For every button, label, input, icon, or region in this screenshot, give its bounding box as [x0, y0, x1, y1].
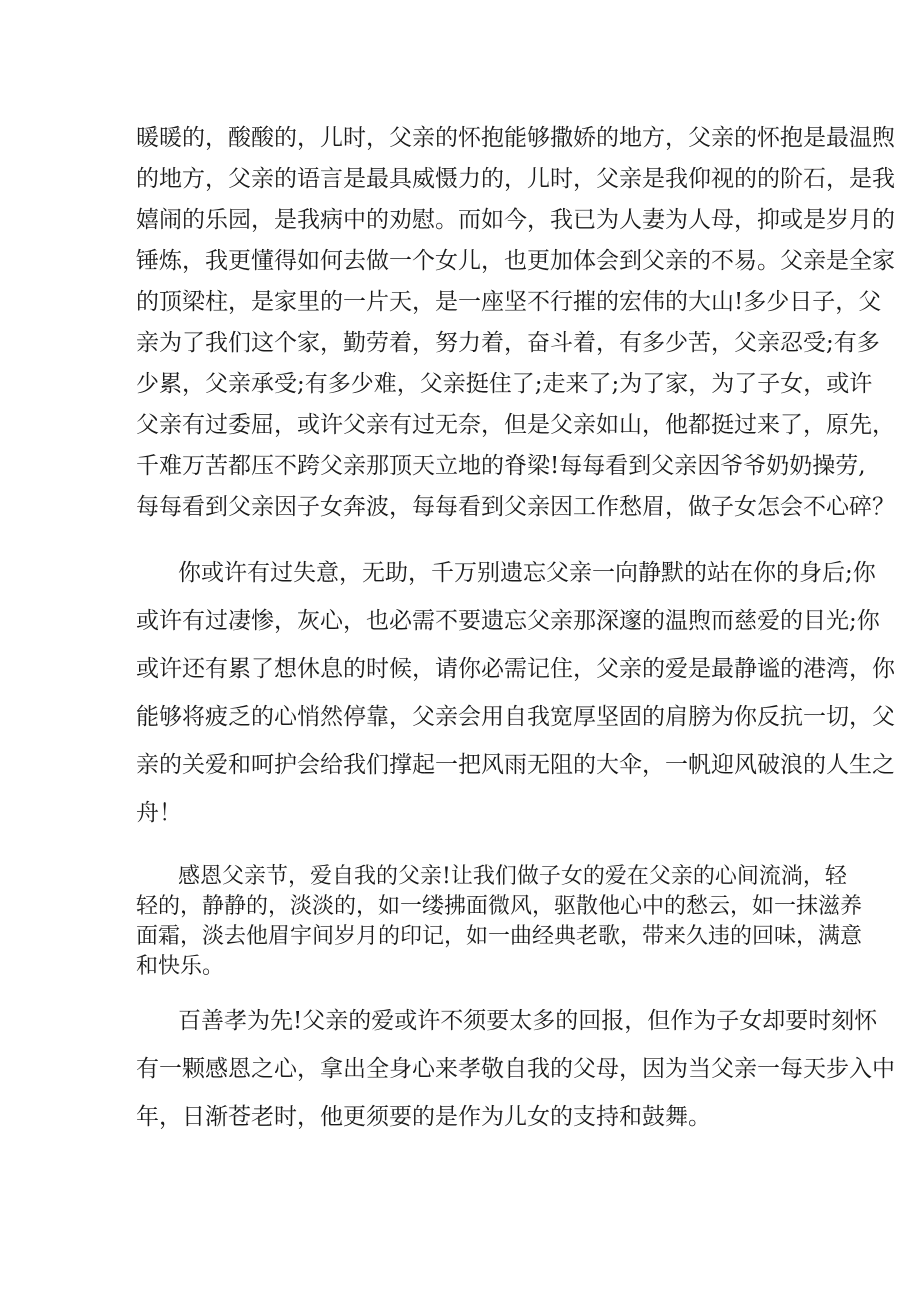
text-line: 的顶梁柱，是家里的一片天，是一座坚不行摧的宏伟的大山!多少日子，父 — [136, 289, 882, 315]
text-line: 舟！ — [136, 800, 182, 826]
text-line: 轻的，静静的，淡淡的，如一缕拂面微风，驱散他心中的愁云，如一抹滋养 — [136, 894, 863, 919]
text-line: 亲为了我们这个家，勤劳着，努力着，奋斗着，有多少苦，父亲忍受;有多 — [136, 330, 880, 356]
text-line: 每每看到父亲因子女奔波，每每看到父亲因工作愁眉，做子女怎会不心碎？ — [136, 494, 895, 520]
text-line: 能够将疲乏的心悄然停靠，父亲会用自我宽厚坚固的肩膀为你反抗一切，父 — [136, 704, 895, 730]
text-line: 锤炼，我更懂得如何去做一个女儿，也更加体会到父亲的不易。父亲是全家 — [136, 248, 895, 274]
text-line: 的地方，父亲的语言是最具威慑力的，儿时，父亲是我仰视的的阶石，是我 — [136, 166, 895, 192]
text-line: 或许有过凄惨，灰心，也必需不要遗忘父亲那深邃的温煦而慈爱的目光;你 — [136, 608, 880, 634]
text-line: 感恩父亲节，爱自我的父亲!让我们做子女的爱在父亲的心间流淌，轻 — [178, 864, 847, 889]
text-line: 亲的关爱和呵护会给我们撑起一把风雨无阻的大伞，一帆迎风破浪的人生之 — [136, 752, 895, 778]
text-line: 和快乐。 — [136, 954, 225, 979]
text-line: 有一颗感恩之心，拿出全身心来孝敬自我的父母，因为当父亲一每天步入中 — [136, 1056, 895, 1082]
text-line: 暖暖的，酸酸的，儿时，父亲的怀抱能够撒娇的地方，父亲的怀抱是最温煦 — [136, 125, 895, 151]
text-line: 千难万苦都压不跨父亲那顶天立地的脊梁!每每看到父亲因爷爷奶奶操劳, — [136, 453, 866, 479]
text-line: 百善孝为先!父亲的爱或许不须要太多的回报，但作为子女却要时刻怀 — [178, 1008, 878, 1034]
text-line: 你或许有过失意，无助，千万别遗忘父亲一向静默的站在你的身后;你 — [178, 560, 876, 586]
text-line: 嬉闹的乐园，是我病中的劝慰。而如今，我已为人妻为人母，抑或是岁月的 — [136, 207, 895, 233]
text-line: 面霜，淡去他眉宇间岁月的印记，如一曲经典老歌，带来久违的回味，满意 — [136, 924, 863, 949]
text-line: 或许还有累了想休息的时候，请你必需记住，父亲的爱是最静谧的港湾，你 — [136, 656, 895, 682]
text-line: 父亲有过委屈，或许父亲有过无奈，但是父亲如山，他都挺过来了，原先， — [136, 412, 895, 438]
text-line: 少累，父亲承受;有多少难，父亲挺住了;走来了;为了家，为了子女，或许 — [136, 371, 873, 397]
text-line: 年，日渐苍老时，他更须要的是作为儿女的支持和鼓舞。 — [136, 1104, 711, 1130]
